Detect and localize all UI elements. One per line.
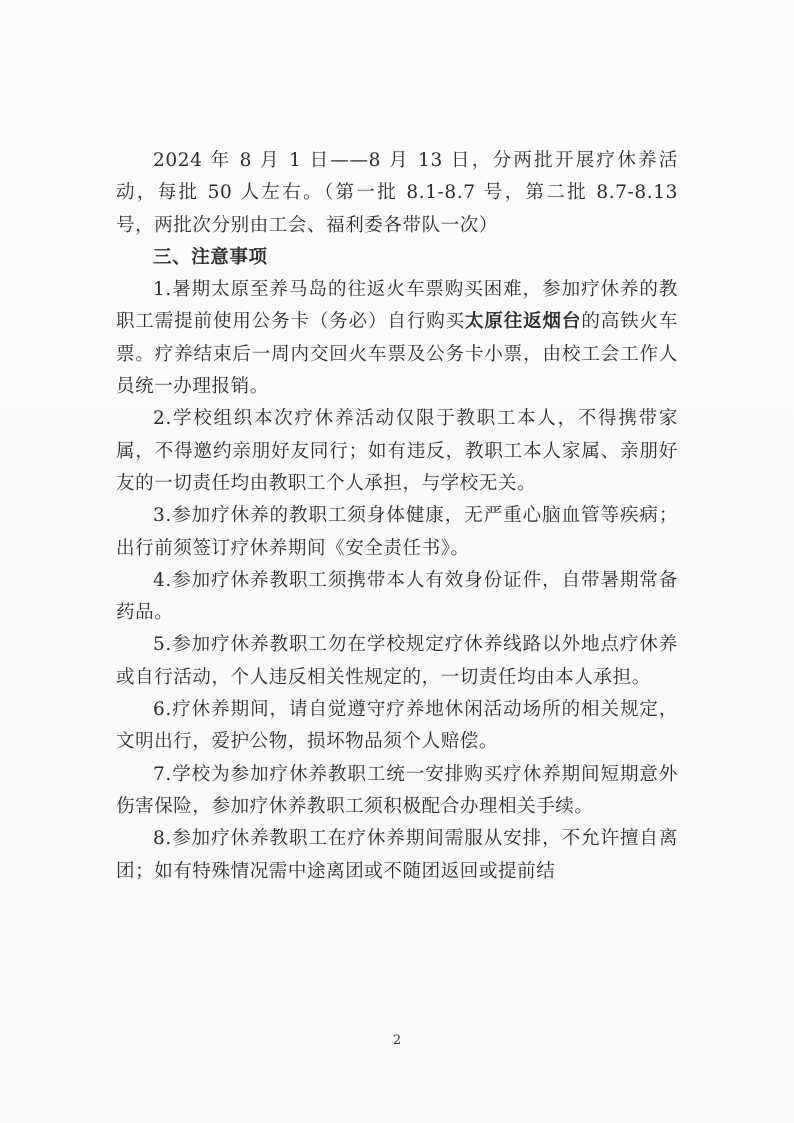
notice-item-8: 8.参加疗休养教职工在疗休养期间需服从安排，不允许擅自离团；如有特殊情况需中途离团或不随团返回或提前结 <box>116 828 678 882</box>
notice-item-2: 2.学校组织本次疗休养活动仅限于教职工本人，不得携带家属，不得邀约亲朋好友同行；如有违反，教职工本人家属、亲朋好友的一切责任均由教职工个人承担，与学校无关。 <box>116 408 678 494</box>
section-heading: 三、注意事项 <box>153 246 268 268</box>
intro-paragraph: 2024 年 8 月 1 日——8 月 13 日，分两批开展疗休养活动，每批 50 人左右。（第一批 8.1-8.7 号，第二批 8.7-8.13 号，两批次分别由工会、福利委各带队一次） <box>116 150 678 236</box>
notice-item-1-text-b: 的高铁火车票。疗养结束后一周内交回火车票及公务卡小票，由校工会工作人员统一办理报销。 <box>116 311 678 398</box>
notice-item-3: 3.参加疗休养的教职工须身体健康，无严重心脑血管等疾病；出行前须签订疗休养期间《安全责任书》。 <box>116 505 678 559</box>
notice-item-1-bold: 太原往返烟台 <box>464 311 582 333</box>
notice-item-1-text-a: 1.暑期太原至养马岛的往返火车票购买困难，参加疗休养的教职工需提前使用公务卡（务必）自行购买 <box>116 279 678 333</box>
document-body <box>116 145 678 888</box>
page-number: 2 <box>392 1033 402 1048</box>
notice-item-5: 5.参加疗休养教职工勿在学校规定疗休养线路以外地点疗休养或自行活动，个人违反相关性规定的，一切责任均由本人承担。 <box>116 634 678 688</box>
notice-item-1 <box>116 274 678 403</box>
notice-item-7: 7.学校为参加疗休养教职工统一安排购买疗休养期间短期意外伤害保险，参加疗休养教职工须积极配合办理相关手续。 <box>116 763 678 817</box>
notice-item-6: 6.疗休养期间，请自觉遵守疗养地休闲活动场所的相关规定，文明出行，爱护公物，损坏物品须个人赔偿。 <box>116 699 678 753</box>
notice-item-4: 4.参加疗休养教职工须携带本人有效身份证件，自带暑期常备药品。 <box>116 569 678 624</box>
